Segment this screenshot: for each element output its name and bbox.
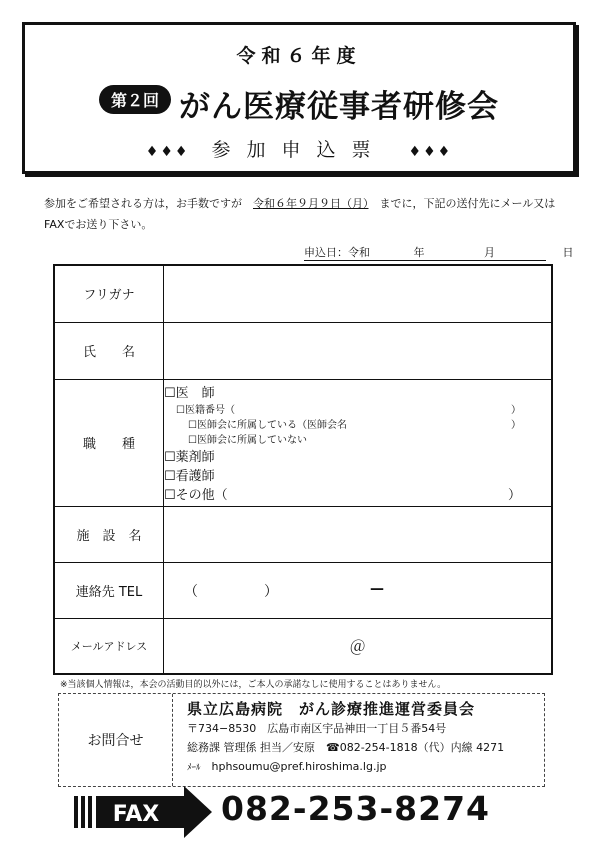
session-badge: 第２回	[99, 85, 171, 114]
mail-label: メールアドレス	[54, 618, 164, 674]
option-doctor[interactable]: ☐医 師	[164, 386, 215, 401]
application-form	[53, 264, 553, 675]
dash: —	[370, 580, 384, 597]
fax-banner	[74, 784, 594, 840]
contact-body	[187, 700, 504, 778]
tel-label: 連絡先 TEL	[54, 562, 164, 618]
option-nonmember[interactable]: ☐医師会に所属していない	[188, 435, 307, 446]
form-label: 参加申込票	[211, 139, 387, 161]
option-nurse[interactable]: ☐看護師	[164, 469, 215, 484]
fax-number: 082-253-8274	[221, 789, 491, 828]
contact-dept: 総務課 管理係 担当／安原 ☎082-254-1818（代）内線 4271	[187, 741, 505, 754]
fax-label: FAX	[112, 802, 160, 827]
option-member[interactable]: ☐医師会に所属している（医師会名 ）	[188, 420, 521, 431]
occupation-label: 職 種	[54, 379, 164, 506]
title-row	[25, 81, 573, 126]
contact-box	[58, 693, 545, 787]
application-date[interactable]: 申込日：令和 年 月 日	[304, 246, 574, 259]
privacy-notice: ※当該個人情報は，本会の活動目的以外には，ご本人の承諾なしに使用することはありません。	[60, 680, 447, 690]
deadline: 令和６年９月９日（月）	[253, 197, 369, 210]
at-sign: ＠	[349, 637, 366, 657]
contact-label: お問合せ	[59, 694, 173, 786]
option-reg-no[interactable]: ☐医籍番号（ ）	[176, 405, 521, 416]
diamond-icon: ♦♦♦	[408, 144, 453, 160]
form-label-row	[25, 135, 573, 162]
page-title: がん医療従事者研修会	[179, 89, 499, 125]
year-heading: 令和６年度	[236, 45, 362, 67]
furigana-label: フリガナ	[54, 265, 164, 322]
fax-arrow-icon	[74, 784, 214, 840]
contact-mail-link[interactable]: hphsoumu@pref.hiroshima.lg.jp	[211, 760, 387, 773]
tel-input[interactable]: （ ） —	[164, 562, 553, 618]
intro-text: 参加をご希望される方は，お手数ですが 令和６年９月９日（月） までに，下記の送付先にメール又はFAXでお送り下さい。	[44, 197, 556, 231]
diamond-icon: ♦♦♦	[145, 144, 190, 160]
contact-address: 〒734−8530 広島市南区宇品神田一丁目５番54号	[187, 722, 447, 735]
option-other[interactable]: ☐その他（ ）	[164, 488, 521, 503]
furigana-input[interactable]	[164, 265, 553, 322]
name-label: 氏 名	[54, 322, 164, 379]
option-pharmacist[interactable]: ☐薬剤師	[164, 450, 215, 465]
facility-label: 施 設 名	[54, 506, 164, 562]
contact-org: 県立広島病院 がん診療推進運営委員会	[187, 700, 476, 718]
occupation-options	[164, 379, 553, 506]
mail-input[interactable]	[164, 618, 553, 674]
facility-input[interactable]	[164, 506, 553, 562]
header-box	[22, 22, 576, 174]
contact-mail-row: ﾒｰﾙ hphsoumu@pref.hiroshima.lg.jp	[187, 760, 387, 773]
name-input[interactable]	[164, 322, 553, 379]
